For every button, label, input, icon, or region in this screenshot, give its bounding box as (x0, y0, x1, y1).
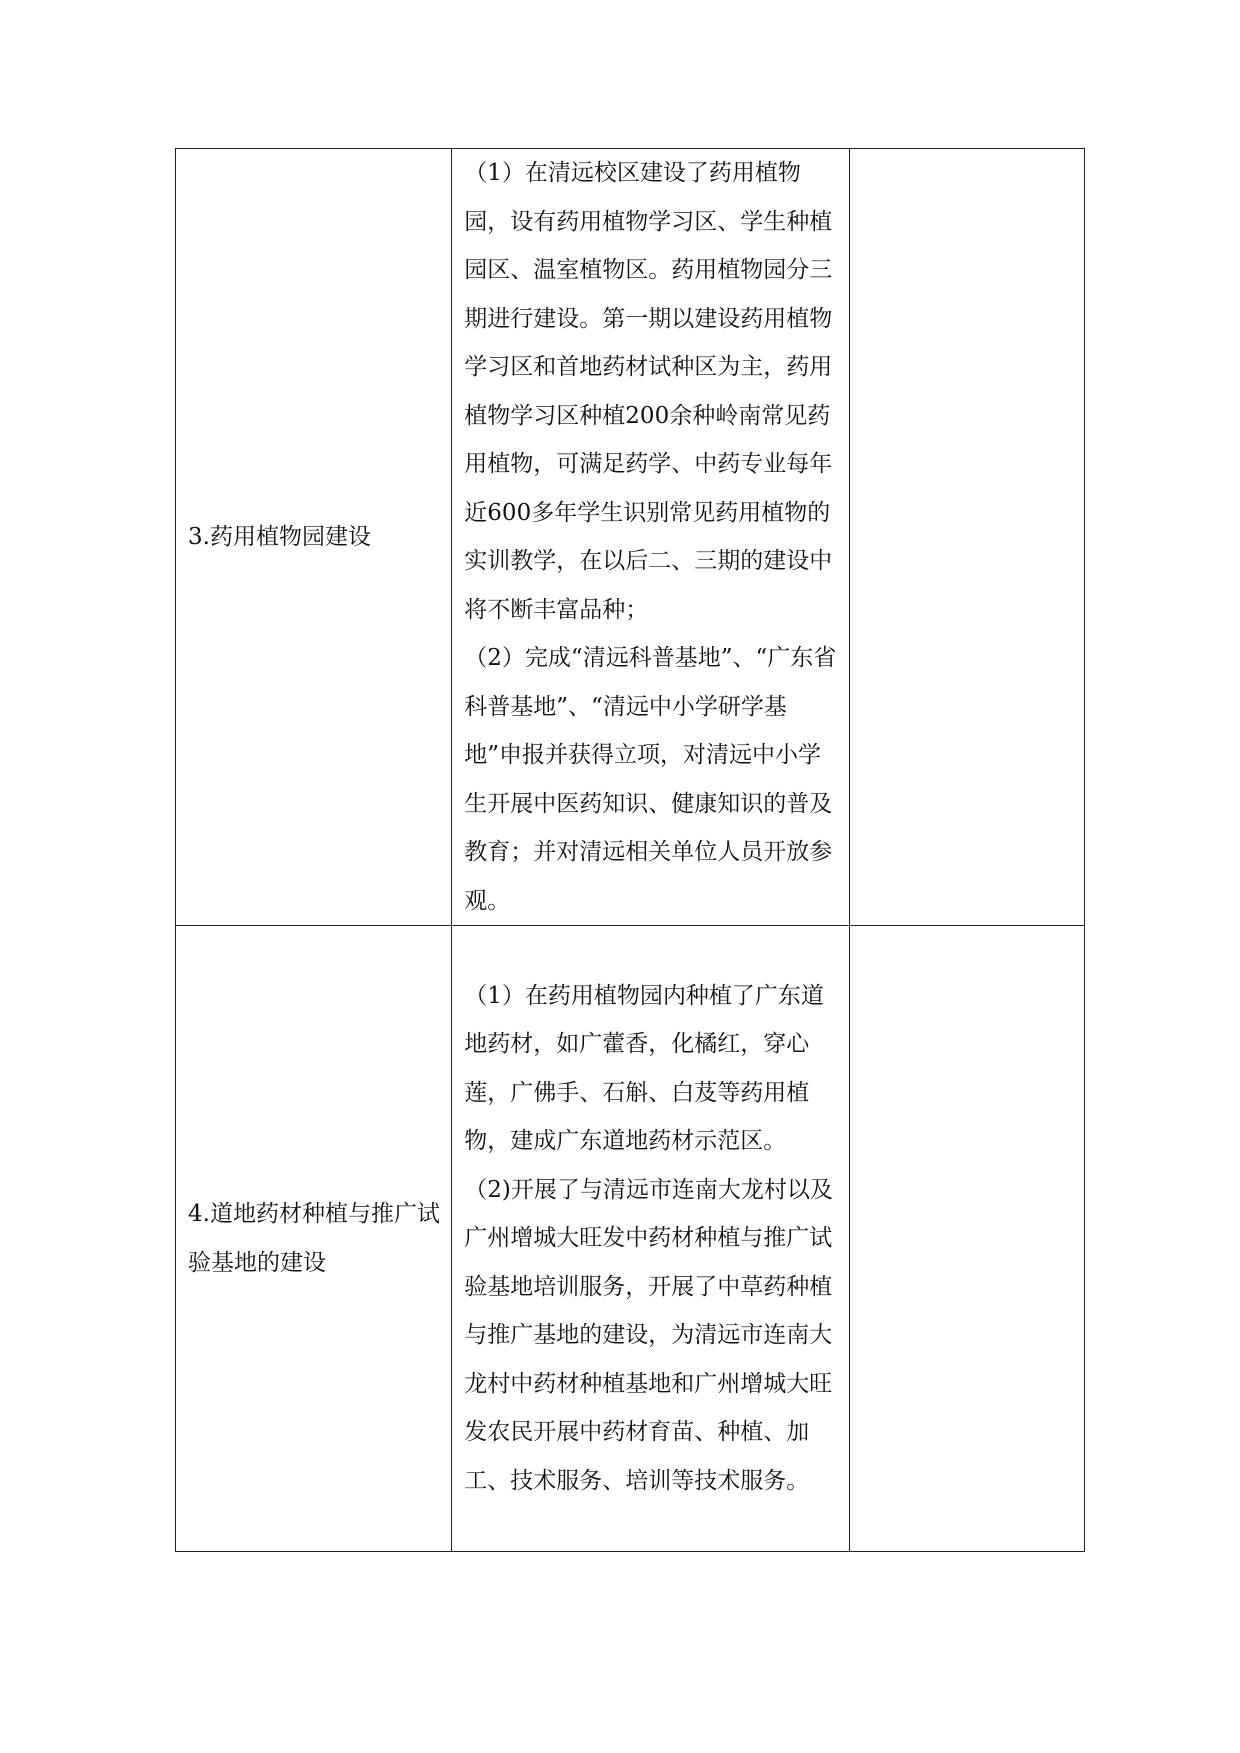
table-row (176, 149, 1085, 926)
remark-cell (849, 149, 1084, 926)
content-paragraph: （2)开展了与清远市连南大龙村以及广州增城大旺发中药材种植与推广试验基地培训服务，开展了中草药种植与推广基地的建设，为清远市连南大龙村中药材种植基地和广州增城大旺发农民开展中药材育苗、种植、加工、技术服务、培训等技术服务。 (464, 1176, 833, 1494)
remark-cell (849, 926, 1084, 1552)
content-cell (452, 926, 849, 1552)
item-cell (176, 926, 452, 1552)
item-cell (176, 149, 452, 926)
content-table (175, 148, 1085, 1552)
content-paragraph: （1）在清远校区建设了药用植物园，设有药用植物学习区、学生种植园区、温室植物区。药用植物园分三期进行建设。第一期以建设药用植物学习区和首地药材试种区为主，药用植物学习区种植200余种岭南常见药用植物，可满足药学、中药专业每年近600多年学生识别常见药用植物的实训教学，在以后二、三期的建设中将不断丰富品种； (464, 160, 833, 623)
content-paragraph: （1）在药用植物园内种植了广东道地药材，如广藿香，化橘红，穿心莲，广佛手、石斛、白芨等药用植物，建成广东道地药材示范区。 (464, 982, 824, 1155)
content-paragraph: （2）完成“清远科普基地”、“广东省科普基地”、“清远中小学研学基地”申报并获得立项，对清远中小学生开展中医药知识、健康知识的普及教育；并对清远相关单位人员开放参观。 (464, 645, 837, 914)
content-cell (452, 149, 849, 926)
table-row (176, 926, 1085, 1552)
item-title: 3.药用植物园建设 (188, 523, 371, 550)
item-title: 4.道地药材种植与推广试验基地的建设 (188, 1201, 440, 1276)
